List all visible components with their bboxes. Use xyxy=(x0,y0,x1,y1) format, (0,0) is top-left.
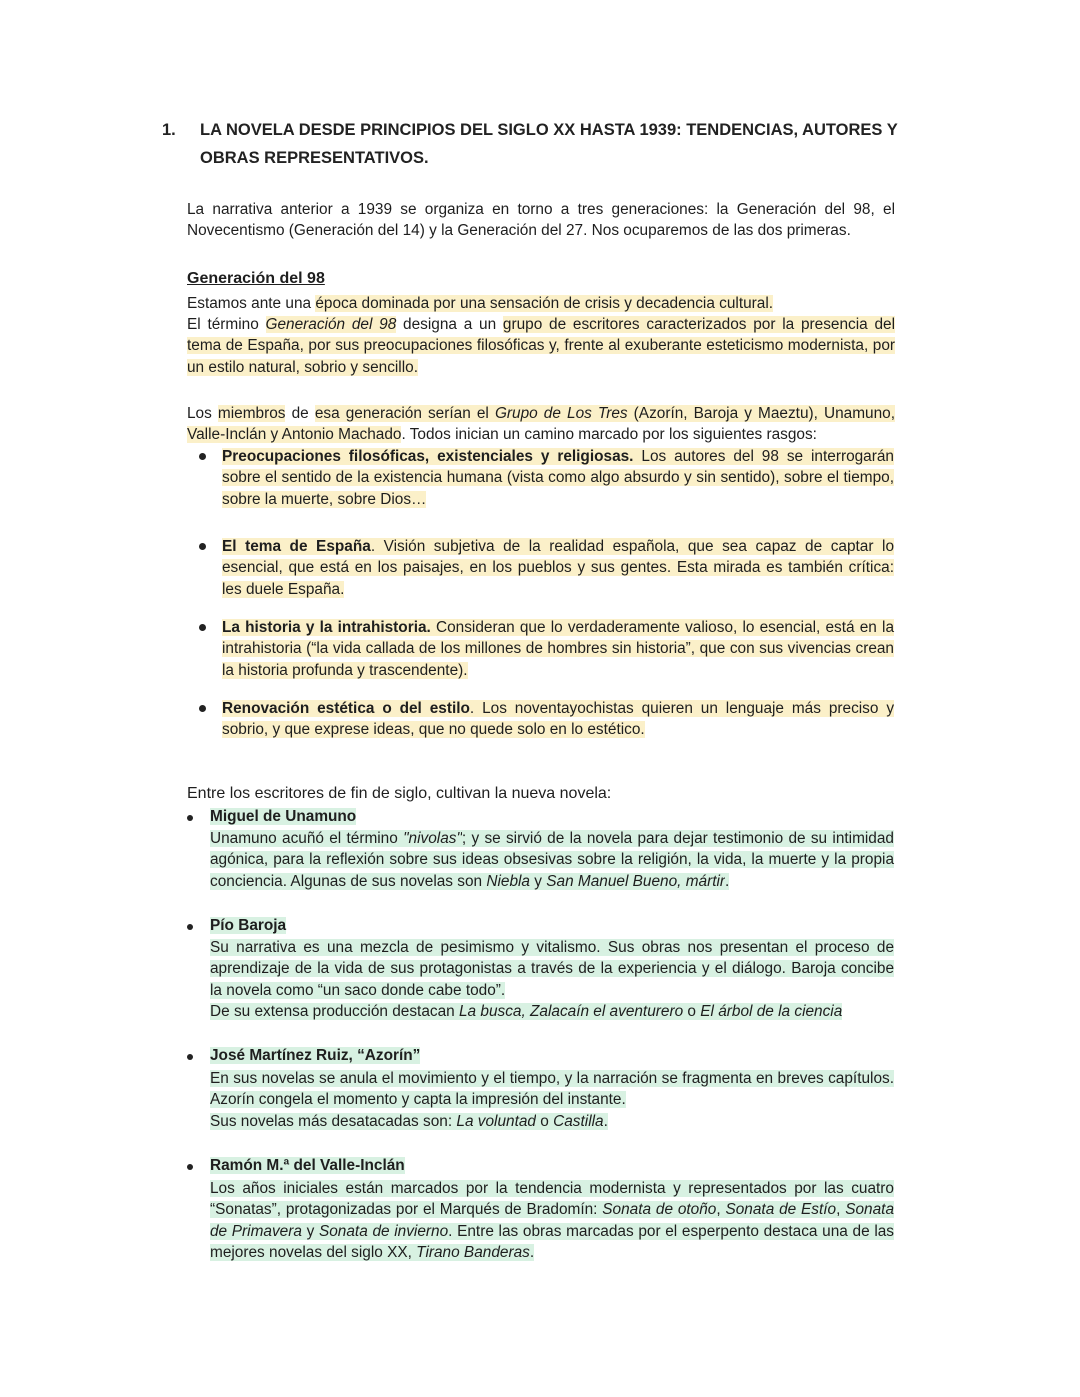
rasgo-title: La historia y la intrahistoria. xyxy=(222,619,431,636)
gen98-p1-highlight: época dominada por una sensación de crisis y decadencia cultural. xyxy=(315,295,774,312)
rasgo-title: Preocupaciones filosóficas, existenciales y religiosas. xyxy=(222,448,634,465)
bullet-dot xyxy=(187,924,193,930)
bullet-dot xyxy=(199,453,206,460)
gen98-p1-text: Estamos ante una xyxy=(187,295,316,312)
rasgo-item-2 xyxy=(222,536,894,600)
gen98-p3-highlight-3: (Azorín, Baroja y Maeztu), Unamuno, Valle-Inclán y Antonio Machado xyxy=(187,405,896,444)
author-text-part: En sus novelas se anula el movimiento y el tiempo, y la narración se fragmenta en breves capítulos. Azorín congela el momento y capta la impresión del instante. xyxy=(210,1070,894,1109)
author-name-azorin xyxy=(210,1045,420,1066)
work-title: Sonata de Primavera xyxy=(210,1201,894,1240)
author-name-text: Miguel de Unamuno xyxy=(210,808,357,825)
author-text-part: , xyxy=(716,1201,726,1219)
work-title: El árbol de la ciencia xyxy=(700,1002,843,1020)
author-text-valle xyxy=(210,1178,894,1263)
bullet-dot xyxy=(199,543,206,550)
bullet-dot xyxy=(199,624,206,631)
rasgo-item-1 xyxy=(222,446,894,510)
author-text-part: Su narrativa es una mezcla de pesimismo y vitalismo. Sus obras nos presentan el proceso de aprendizaje de la vida de sus protagonistas a través de la experiencia y el diálogo. Baroja concibe la novela como “un saco donde cabe todo”. xyxy=(210,939,894,999)
gen98-p3-highlight-2: esa generación serían el xyxy=(314,405,495,422)
gen98-p2-italic: Generación del 98 xyxy=(265,316,397,333)
author-text-azorin xyxy=(210,1068,894,1132)
gen98-p3-highlight-1: miembros xyxy=(217,405,286,422)
rasgo-item-4 xyxy=(222,698,894,741)
gen98-p3-text-b: de xyxy=(285,405,315,422)
gen98-p3-italic: Grupo de Los Tres xyxy=(494,405,628,422)
bullet-dot xyxy=(187,1054,193,1060)
author-text-part: . xyxy=(725,872,730,890)
author-name-valle xyxy=(210,1155,405,1176)
gen98-paragraph-2 xyxy=(187,314,895,378)
rasgo-text: . Los noventayochistas quieren un lenguaje más preciso y sobrio, y que exprese ideas, que no quede solo en lo estético. xyxy=(222,700,895,739)
gen98-paragraph-3 xyxy=(187,403,895,446)
heading-text: LA NOVELA DESDE PRINCIPIOS DEL SIGLO XX HASTA 1939: TENDENCIAS, AUTORES Y OBRAS REPRESENTATIVOS. xyxy=(200,121,898,167)
bullet-dot xyxy=(187,1164,193,1170)
rasgo-text: Consideran que lo verdaderamente valioso, lo esencial, está en la intrahistoria (“la vida callada de los millones de hombres sin historia”, que con sus vivencias crean la historia profunda y trascendente). xyxy=(222,619,895,679)
heading-number: 1. xyxy=(162,121,176,139)
work-title: Sonata de Estío xyxy=(725,1201,837,1219)
rasgo-item-3 xyxy=(222,617,894,681)
rasgo-text: Los autores del 98 se interrogarán sobre el sentido de la existencia humana (vista como algo absurdo y sin sentido), sobre el tiempo, sobre la muerte, sobre Dios… xyxy=(222,448,894,508)
bullet-dot xyxy=(187,815,193,821)
gen98-p2-text-a: El término xyxy=(187,316,266,333)
gen98-title-text: Generación del 98 xyxy=(187,270,325,287)
work-title: La busca, Zalacaín el aventurero xyxy=(458,1002,684,1020)
author-text-baroja xyxy=(210,937,894,1022)
bullet-dot xyxy=(199,705,206,712)
author-name-text: José Martínez Ruiz, “Azorín” xyxy=(210,1047,421,1064)
author-text-part: y xyxy=(301,1222,319,1240)
author-text-unamuno xyxy=(210,828,894,892)
author-text-part: o xyxy=(683,1002,701,1020)
work-title: Tirano Banderas xyxy=(416,1243,530,1261)
rasgo-title: El tema de España xyxy=(222,538,371,555)
author-name-text: Ramón M.ª del Valle-Inclán xyxy=(210,1157,405,1174)
author-text-part: , xyxy=(836,1201,846,1219)
work-title: San Manuel Bueno, mártir xyxy=(546,872,726,890)
work-title: Niebla xyxy=(486,872,530,890)
intro-paragraph: La narrativa anterior a 1939 se organiza en torno a tres generaciones: la Generación del 98, el Novecentismo (Generación del 14) y la Generación del 27. Nos ocuparemos de las dos primeras. xyxy=(187,201,895,240)
author-text-part: ; y se sirvió de la novela para dejar testimonio de su intimidad agónica, para la reflexión sobre sus ideas obsesivas sobre la religión, la vida, la muerte y la propia conciencia. Algunas de sus novelas son xyxy=(210,830,894,890)
author-text-part: . xyxy=(603,1112,608,1130)
author-text-part: De su extensa producción destacan xyxy=(210,1002,459,1020)
gen98-p3-text-c: . Todos inician un camino marcado por los siguientes rasgos: xyxy=(401,426,817,444)
gen98-p2-text-b: designa a un xyxy=(396,316,503,333)
gen98-p3-text-a: Los xyxy=(187,405,218,422)
rasgo-title: Renovación estética o del estilo xyxy=(222,700,470,717)
gen98-paragraph-1 xyxy=(187,293,895,314)
work-title: Sonata de otoño xyxy=(602,1201,717,1219)
work-title: La voluntad xyxy=(456,1112,536,1130)
gen98-p2-highlight: grupo de escritores caracterizados por la presencia del tema de España, por sus preocupaciones filosóficas y, frente al exuberante esteticismo modernista, por un estilo natural, sobrio y sencillo. xyxy=(187,316,895,376)
gen98-title xyxy=(187,268,895,289)
author-name-text: Pío Baroja xyxy=(210,917,287,934)
author-text-part: Los años iniciales están marcados por la tendencia modernista y representados por las cuatro “Sonatas”, protagonizadas por el Marqués de Bradomín: xyxy=(210,1180,894,1219)
author-term-italic: "nivolas" xyxy=(403,830,462,847)
author-text-part: Sus novelas más desatacadas son: xyxy=(210,1112,457,1130)
author-name-unamuno xyxy=(210,806,356,827)
author-text-part: Unamuno acuñó el término xyxy=(210,830,404,847)
author-text-part: . Entre las obras marcadas por el esperpento destaca una de las mejores novelas del siglo XX, xyxy=(210,1222,894,1261)
autores-intro: Entre los escritores de fin de siglo, cultivan la nueva novela: xyxy=(187,785,612,802)
work-title: Sonata de invierno xyxy=(318,1222,449,1240)
author-text-part: . xyxy=(529,1243,535,1261)
rasgo-text: . Visión subjetiva de la realidad española, que sea capaz de captar lo esencial, que está en los paisajes, en los pueblos y sus gentes. Esta mirada es también crítica: les duele España. xyxy=(222,538,895,598)
work-title: Castilla xyxy=(553,1112,604,1130)
author-text-part: o xyxy=(536,1112,554,1130)
author-text-part: y xyxy=(530,872,547,890)
author-name-baroja xyxy=(210,915,286,936)
